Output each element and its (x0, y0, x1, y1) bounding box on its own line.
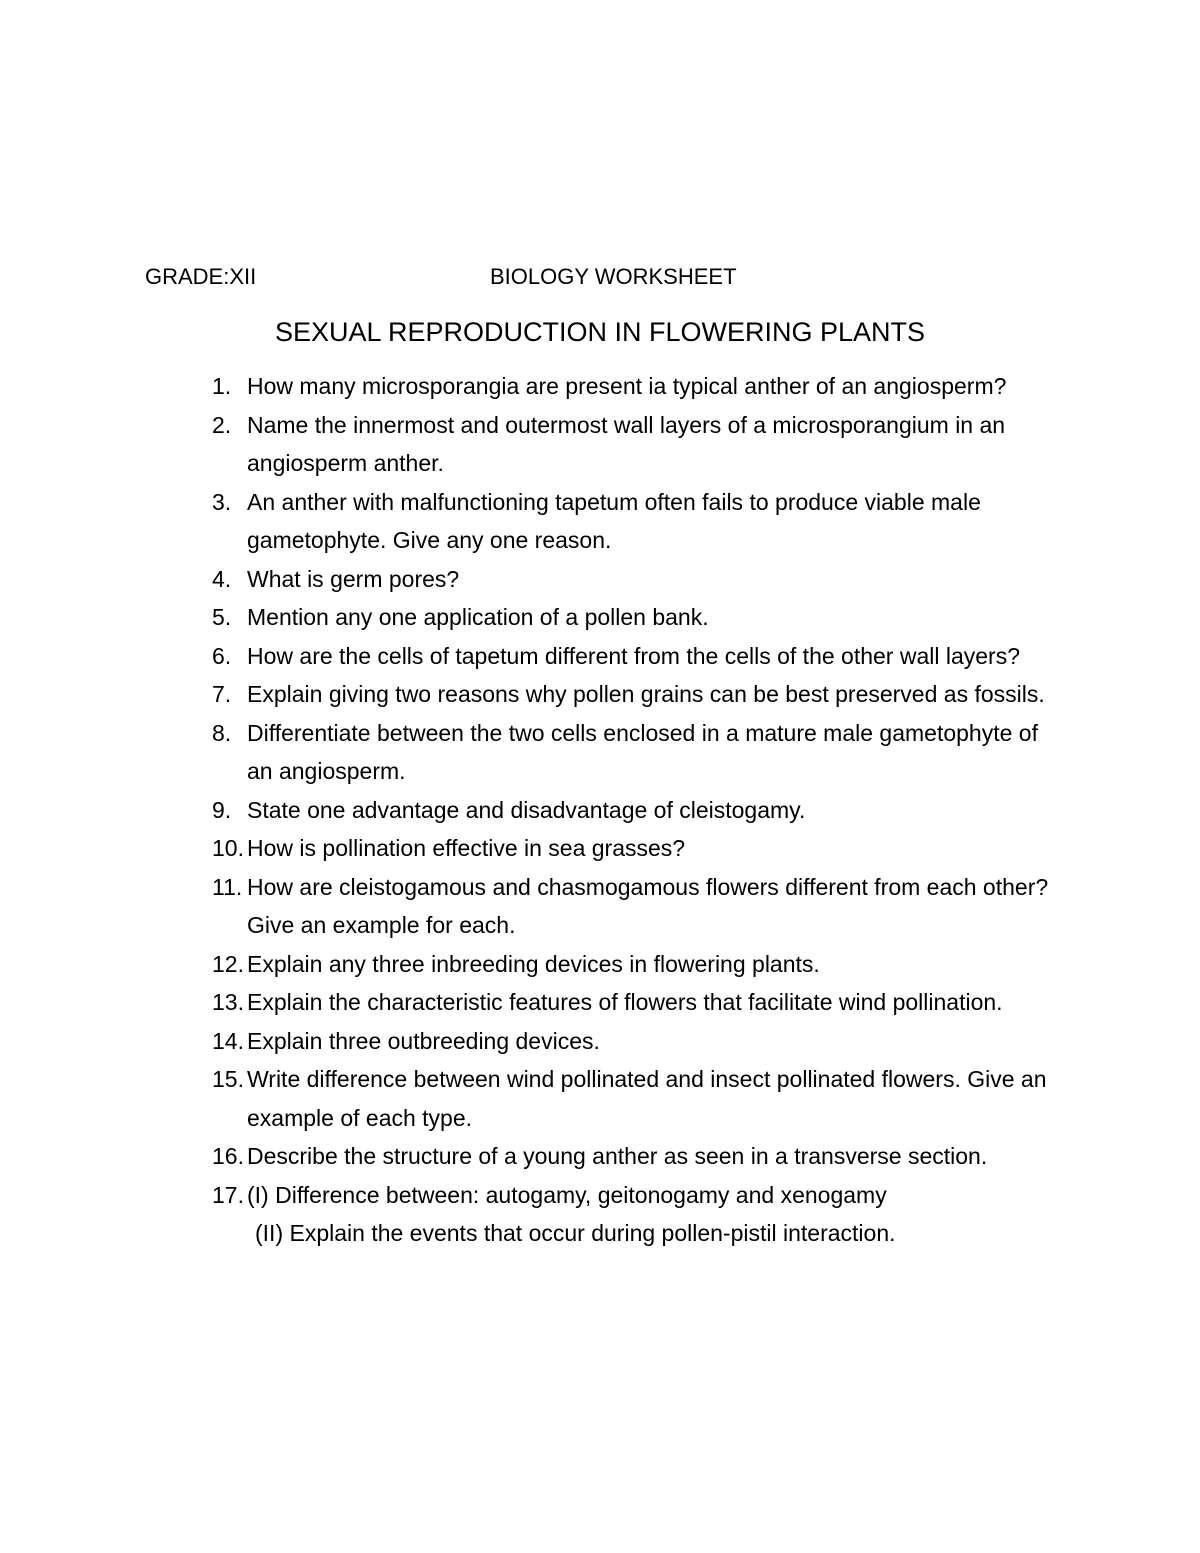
question-number: 8. (212, 719, 232, 746)
question-text (247, 1176, 1067, 1253)
question-text: Explain any three inbreeding devices in flowering plants. (247, 950, 820, 977)
question-number: 1. (212, 373, 232, 399)
page-title: SEXUAL REPRODUCTION IN FLOWERING PLANTS (274, 317, 926, 347)
question-text: Differentiate between the two cells enclosed in a mature male gametophyte of an angiosperm. (247, 719, 1038, 784)
question-number: 15. (212, 1066, 244, 1092)
question-text: Name the innermost and outermost wall layers of a microsporangium in an angiosperm anther. (247, 411, 1006, 476)
subject-label: BIOLOGY WORKSHEET (490, 264, 737, 289)
question-number: 5. (212, 604, 232, 630)
question-item (0, 1022, 1067, 1061)
question-item (0, 406, 1067, 483)
question-text: Explain the characteristic features of flowers that facilitate wind pollination. (247, 989, 1003, 1015)
question-text: What is germ pores? (247, 565, 460, 592)
question-part-one: (I) Difference between: autogamy, geitonogamy and xenogamy (247, 1181, 887, 1208)
question-text: Write difference between wind pollinated and insect pollinated flowers. Give an example of each type. (247, 1066, 1047, 1131)
question-text: How many microsporangia are present ia typical anther of an angiosperm? (247, 373, 1007, 399)
question-text: Explain three outbreeding devices. (247, 1027, 600, 1054)
question-item (0, 868, 1067, 945)
question-text: Mention any one application of a pollen bank. (247, 604, 709, 630)
question-number: 14. (212, 1027, 244, 1054)
question-item (0, 829, 1067, 868)
question-text: Describe the structure of a young anther as seen in a transverse section. (247, 1143, 988, 1169)
question-item (0, 367, 1067, 406)
question-number: 9. (212, 796, 232, 823)
question-number: 7. (212, 681, 232, 707)
question-text: How are the cells of tapetum different from the cells of the other wall layers? (247, 642, 1021, 669)
question-item (0, 945, 1067, 984)
question-number: 11. (212, 873, 243, 900)
question-text: State one advantage and disadvantage of cleistogamy. (247, 796, 806, 823)
question-part-two: (II) Explain the events that occur during pollen-pistil interaction. (255, 1220, 896, 1246)
question-number: 17. (212, 1181, 244, 1208)
question-item (0, 1137, 1067, 1176)
question-text: An anther with malfunctioning tapetum often fails to produce viable male gametophyte. Give any one reason. (247, 488, 981, 553)
question-item (0, 1060, 1067, 1137)
question-item (0, 637, 1067, 676)
grade-label: GRADE:XII (145, 264, 257, 289)
question-item (0, 675, 1067, 714)
question-number: 4. (212, 565, 232, 592)
question-item (0, 483, 1067, 560)
question-text: Explain giving two reasons why pollen grains can be best preserved as fossils. (247, 681, 1045, 707)
question-number: 16. (212, 1143, 244, 1169)
question-number: 2. (212, 411, 232, 438)
question-item (0, 1176, 1067, 1253)
question-item (0, 791, 1067, 830)
question-number: 10. (212, 835, 244, 861)
question-text: How is pollination effective in sea grasses? (247, 835, 686, 861)
question-number: 12. (212, 950, 244, 977)
question-item (0, 714, 1067, 791)
question-list (0, 367, 1200, 1253)
question-text: How are cleistogamous and chasmogamous flowers different from each other? Give an example for each. (247, 873, 1049, 938)
question-number: 3. (212, 488, 232, 515)
question-item (0, 598, 1067, 637)
question-number: 13. (212, 989, 244, 1015)
question-item (0, 560, 1067, 599)
question-item (0, 983, 1067, 1022)
question-number: 6. (212, 642, 232, 669)
